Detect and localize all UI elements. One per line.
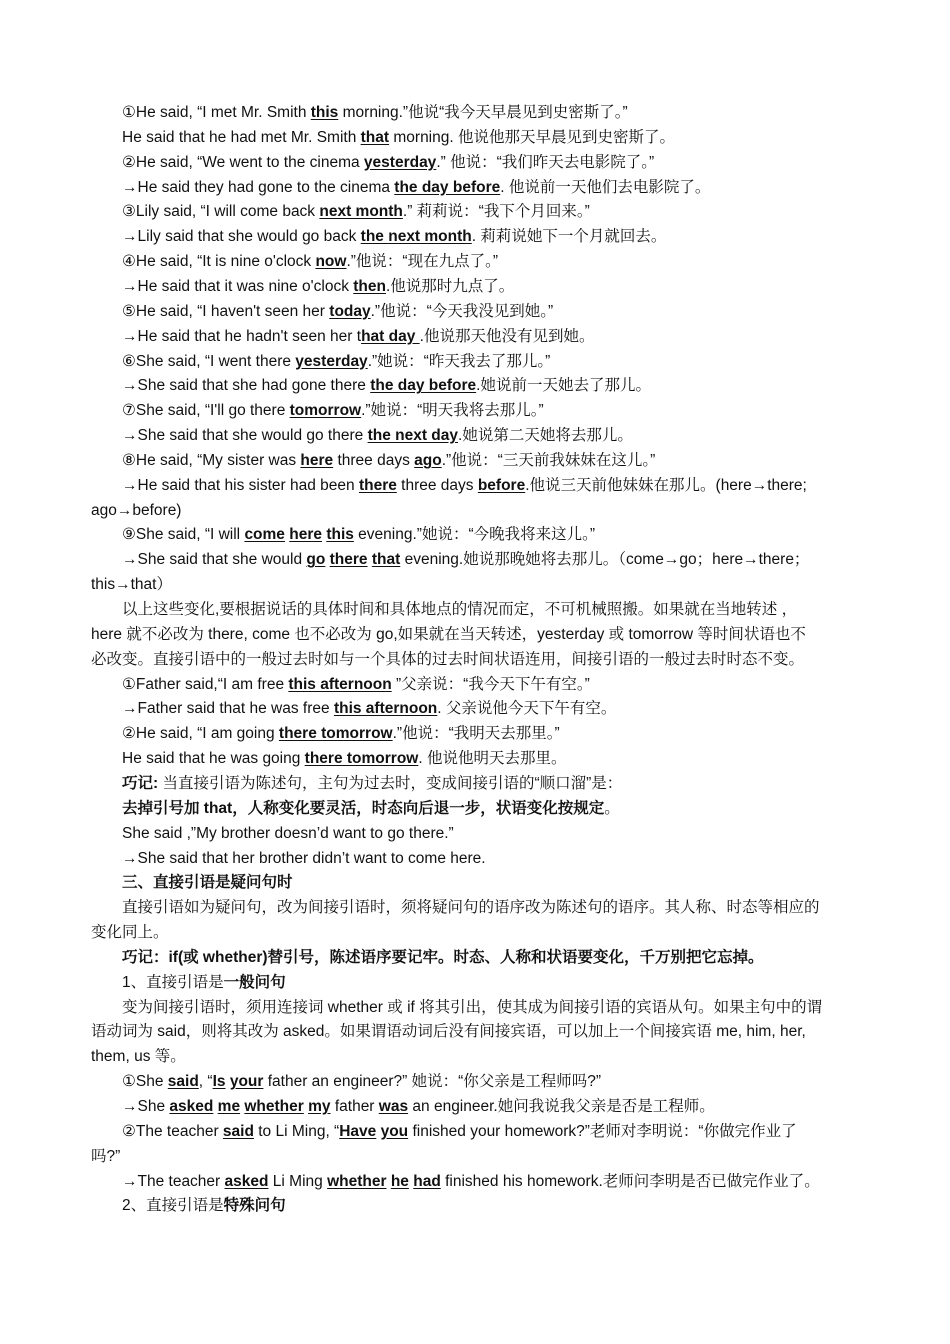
text-segment: father <box>330 1098 379 1115</box>
text-line <box>91 1019 866 1044</box>
text-segment: 吗?” <box>91 1147 121 1165</box>
text-line <box>122 696 866 721</box>
text-line <box>122 721 866 746</box>
text-segment: . 他说他明天去那里。 <box>418 750 567 768</box>
text-segment: .她说第二天她将去那儿。 <box>458 427 633 445</box>
underlined-term: this <box>326 526 354 544</box>
text-line <box>122 373 866 398</box>
text-segment: evening.她说那晚她将去那儿。（come→go；here→there； <box>400 551 810 569</box>
text-segment: finished his homework.老师问李明是否已做完作业了。 <box>440 1172 820 1190</box>
text-segment: .他说那时九点了。 <box>385 277 515 295</box>
underlined-term: this <box>310 104 339 121</box>
text-line <box>122 125 866 150</box>
text-segment: ⑤He said, “I haven't seen her <box>122 302 330 320</box>
underlined-term: that <box>360 128 390 146</box>
text-segment: ②The teacher <box>122 1122 223 1140</box>
text-segment: →She said that she would <box>122 551 307 569</box>
text-segment: .她说前一天她去了那儿。 <box>476 377 651 395</box>
underlined-term: he <box>390 1172 409 1190</box>
text-line <box>122 870 866 895</box>
text-line <box>91 920 866 945</box>
text-segment: ⑦She said, “I'll go there <box>122 402 290 420</box>
underlined-term: whether <box>244 1098 304 1115</box>
underlined-term: this afternoon <box>288 675 392 693</box>
underlined-term: ago <box>414 451 442 469</box>
underlined-term: you <box>380 1122 409 1140</box>
text-segment: 必改变。直接引语中的一般过去时如与一个具体的过去时间状语连用，间接引语的一般过去时时态不变。 <box>91 650 805 668</box>
text-line <box>122 448 866 473</box>
underlined-term: tomorrow <box>289 402 362 420</box>
text-line <box>122 100 866 125</box>
text-segment: ①She <box>122 1073 168 1091</box>
bold-text: 特殊问句 <box>223 1197 286 1215</box>
text-segment: .” 莉莉说：“我下个月回来。” <box>402 203 590 221</box>
text-segment: 2、直接引语是 <box>122 1197 224 1215</box>
text-segment: morning. 他说他那天早晨见到史密斯了。 <box>389 128 675 146</box>
underlined-term: then <box>353 277 386 295</box>
underlined-term: had <box>413 1172 441 1190</box>
text-segment: .”他说：“今天我没见到她。” <box>370 302 554 320</box>
text-line <box>122 1094 866 1119</box>
text-segment: to Li Ming, “ <box>253 1122 340 1140</box>
text-segment: ②He said, “We went to the cinema <box>122 153 364 171</box>
text-segment: father an engineer?” 她说：“你父亲是工程师吗?” <box>263 1073 602 1091</box>
underlined-term: today <box>329 302 371 320</box>
text-segment: evening.”她说：“今晚我将来这儿。” <box>353 526 596 544</box>
text-line <box>122 398 866 423</box>
underlined-term: Have <box>339 1122 377 1140</box>
underlined-term: now <box>315 253 347 271</box>
text-segment: 变化同上。 <box>91 924 169 942</box>
text-segment: →Father said that he was free <box>122 700 334 718</box>
underlined-term: said <box>167 1073 199 1091</box>
text-line <box>122 224 866 249</box>
text-segment: 当直接引语为陈述句，主句为过去时，变成间接引语的“顺口溜”是： <box>158 774 623 792</box>
text-line <box>122 349 866 374</box>
text-segment: .”他说：“现在九点了。” <box>346 253 499 271</box>
underlined-term: yesterday <box>295 352 368 370</box>
text-line <box>91 647 866 672</box>
text-line <box>122 970 866 995</box>
text-segment: . 父亲说他今天下午有空。 <box>437 700 617 718</box>
text-segment: →She said that she had gone there <box>122 377 371 395</box>
text-line <box>122 547 866 572</box>
text-segment: →She <box>122 1098 170 1115</box>
text-line <box>122 522 866 547</box>
underlined-term: was <box>378 1098 409 1115</box>
text-line <box>122 821 866 846</box>
text-line <box>122 1169 866 1194</box>
text-line <box>122 1193 866 1218</box>
text-segment: .”她说：“明天我将去那儿。” <box>361 402 544 420</box>
text-line <box>122 299 866 324</box>
text-segment: 语动词为 said，则将其改为 asked。如果谓语动词后没有间接宾语，可以加上一个间接宾语 me, him, her, <box>91 1023 806 1041</box>
text-line <box>122 175 866 200</box>
text-line <box>122 249 866 274</box>
underlined-term: here <box>289 526 322 544</box>
underlined-term: hat day <box>361 327 420 345</box>
text-segment: three days <box>396 476 478 494</box>
text-segment: →He said that his sister had been <box>122 476 359 494</box>
text-segment: .他说三天前他妹妹在那儿。(here→there; <box>525 476 807 494</box>
text-line <box>122 796 866 821</box>
underlined-term: go <box>306 551 326 569</box>
text-segment: .” 他说：“我们昨天去电影院了。” <box>436 153 655 171</box>
text-line <box>122 274 866 299</box>
underlined-term: there <box>358 476 397 494</box>
text-segment: .”她说：“昨天我去了那儿。” <box>367 352 551 370</box>
underlined-term: Is <box>212 1073 226 1091</box>
underlined-term: said <box>222 1122 254 1140</box>
bold-text: 巧记：if(或 whether)替引号，陈述语序要记牢。时态、人称和状语要变化，千万别把它忘掉。 <box>122 948 764 966</box>
underlined-term: that <box>371 551 401 569</box>
text-line <box>91 622 866 647</box>
text-segment: 直接引语如为疑问句，改为间接引语时，须将疑问句的语序改为陈述句的语序。其人称、时态等相应的 <box>122 899 820 917</box>
text-line <box>122 597 866 622</box>
text-line <box>122 771 866 796</box>
text-segment: finished your homework?”老师对李明说：“你做完作业了 <box>408 1122 797 1140</box>
underlined-term: asked <box>224 1172 269 1190</box>
text-segment: three days <box>333 451 415 469</box>
text-segment: . 莉莉说她下一个月就回去。 <box>471 228 667 246</box>
text-segment: Li Ming <box>268 1172 328 1190</box>
text-segment: , “ <box>198 1073 213 1091</box>
underlined-term: the next month <box>360 228 472 246</box>
text-segment: 。 <box>604 799 620 817</box>
text-segment: ①He said, “I met Mr. Smith <box>122 104 311 121</box>
underlined-term: me <box>217 1098 241 1115</box>
text-segment: →She said that her brother didn’t want to come here. <box>122 849 486 867</box>
text-segment: .他说那天他没有见到她。 <box>419 327 595 345</box>
bold-text: 三、直接引语是疑问句时 <box>122 874 293 892</box>
underlined-term: come <box>244 526 285 544</box>
text-segment: .”他说：“三天前我妹妹在这儿。” <box>441 451 656 469</box>
text-line <box>122 995 866 1020</box>
text-line <box>122 846 866 871</box>
underlined-term: next month <box>319 203 403 221</box>
text-line <box>122 324 866 349</box>
text-segment: →She said that she would go there <box>122 427 368 445</box>
text-line <box>122 1069 866 1094</box>
text-segment: an engineer.她问我说我父亲是否是工程师。 <box>408 1098 715 1115</box>
text-segment: this→that） <box>91 576 172 594</box>
underlined-term: my <box>308 1098 331 1115</box>
bold-text: 巧记: <box>122 774 159 792</box>
text-segment: ③Lily said, “I will come back <box>122 203 320 221</box>
text-segment: →Lily said that she would go back <box>122 228 361 246</box>
text-segment: here 就不必改为 there, come 也不必改为 go,如果就在当天转述，yesterday 或 tomorrow 等时间状语也不 <box>91 625 806 643</box>
underlined-term: here <box>300 451 334 469</box>
underlined-term: your <box>229 1073 264 1091</box>
text-line <box>91 1144 866 1169</box>
text-segment: them, us 等。 <box>91 1048 186 1066</box>
text-segment: ”父亲说：“我今天下午有空。” <box>391 675 590 693</box>
underlined-term: there tomorrow <box>304 750 419 768</box>
text-line <box>122 672 866 697</box>
underlined-term: the day before <box>370 377 477 395</box>
text-segment: →The teacher <box>122 1172 225 1190</box>
text-line <box>122 945 866 970</box>
text-line <box>122 150 866 175</box>
text-segment: She said ,”My brother doesn’d want to go there.” <box>122 824 454 842</box>
underlined-term: the next day <box>367 427 459 445</box>
text-segment: . 他说前一天他们去电影院了。 <box>500 178 711 196</box>
text-segment: →He said that he hadn't seen her t <box>122 327 362 345</box>
underlined-term: asked <box>169 1098 214 1115</box>
text-segment: 1、直接引语是 <box>122 973 224 991</box>
text-line <box>122 199 866 224</box>
text-line <box>91 572 866 597</box>
text-segment: ①Father said,“I am free <box>122 675 289 693</box>
underlined-term: this afternoon <box>333 700 438 718</box>
bold-text: 去掉引号加 that，人称变化要灵活，时态向后退一步，状语变化按规定 <box>122 799 605 817</box>
text-line <box>122 423 866 448</box>
text-segment: →He said they had gone to the cinema <box>122 178 395 196</box>
text-segment: 变为间接引语时，须用连接词 whether 或 if 将其引出，使其成为间接引语的宾语从句。如果主句中的谓 <box>122 998 823 1016</box>
text-segment: ago→before) <box>91 501 182 519</box>
text-segment: ⑧He said, “My sister was <box>122 451 301 469</box>
text-segment: ②He said, “I am going <box>122 725 279 743</box>
text-segment: morning.”他说“我今天早晨见到史密斯了。” <box>338 104 628 121</box>
text-line <box>122 1119 866 1144</box>
text-line <box>122 895 866 920</box>
text-segment: He said that he had met Mr. Smith <box>122 128 361 146</box>
text-line <box>122 473 866 498</box>
underlined-term: before <box>477 476 526 494</box>
text-segment: ⑥She said, “I went there <box>122 352 296 370</box>
text-segment: ⑨She said, “I will <box>122 526 245 544</box>
underlined-term: there <box>329 551 368 569</box>
text-segment: He said that he was going <box>122 750 305 768</box>
underlined-term: the day before <box>394 178 501 196</box>
text-segment: 以上这些变化,要根据说话的具体时间和具体地点的情况而定，不可机械照搬。如果就在当地转述 ， <box>122 601 798 618</box>
text-line <box>91 498 866 523</box>
text-segment: ④He said, “It is nine o'clock <box>122 253 316 271</box>
text-line <box>122 746 866 771</box>
text-line <box>91 1044 866 1069</box>
bold-text: 一般问句 <box>223 973 286 991</box>
underlined-term: yesterday <box>363 153 437 171</box>
text-segment: →He said that it was nine o'clock <box>122 277 354 295</box>
underlined-term: whether <box>327 1172 387 1190</box>
text-segment: .”他说：“我明天去那里。” <box>392 725 560 743</box>
underlined-term: there tomorrow <box>278 725 393 743</box>
